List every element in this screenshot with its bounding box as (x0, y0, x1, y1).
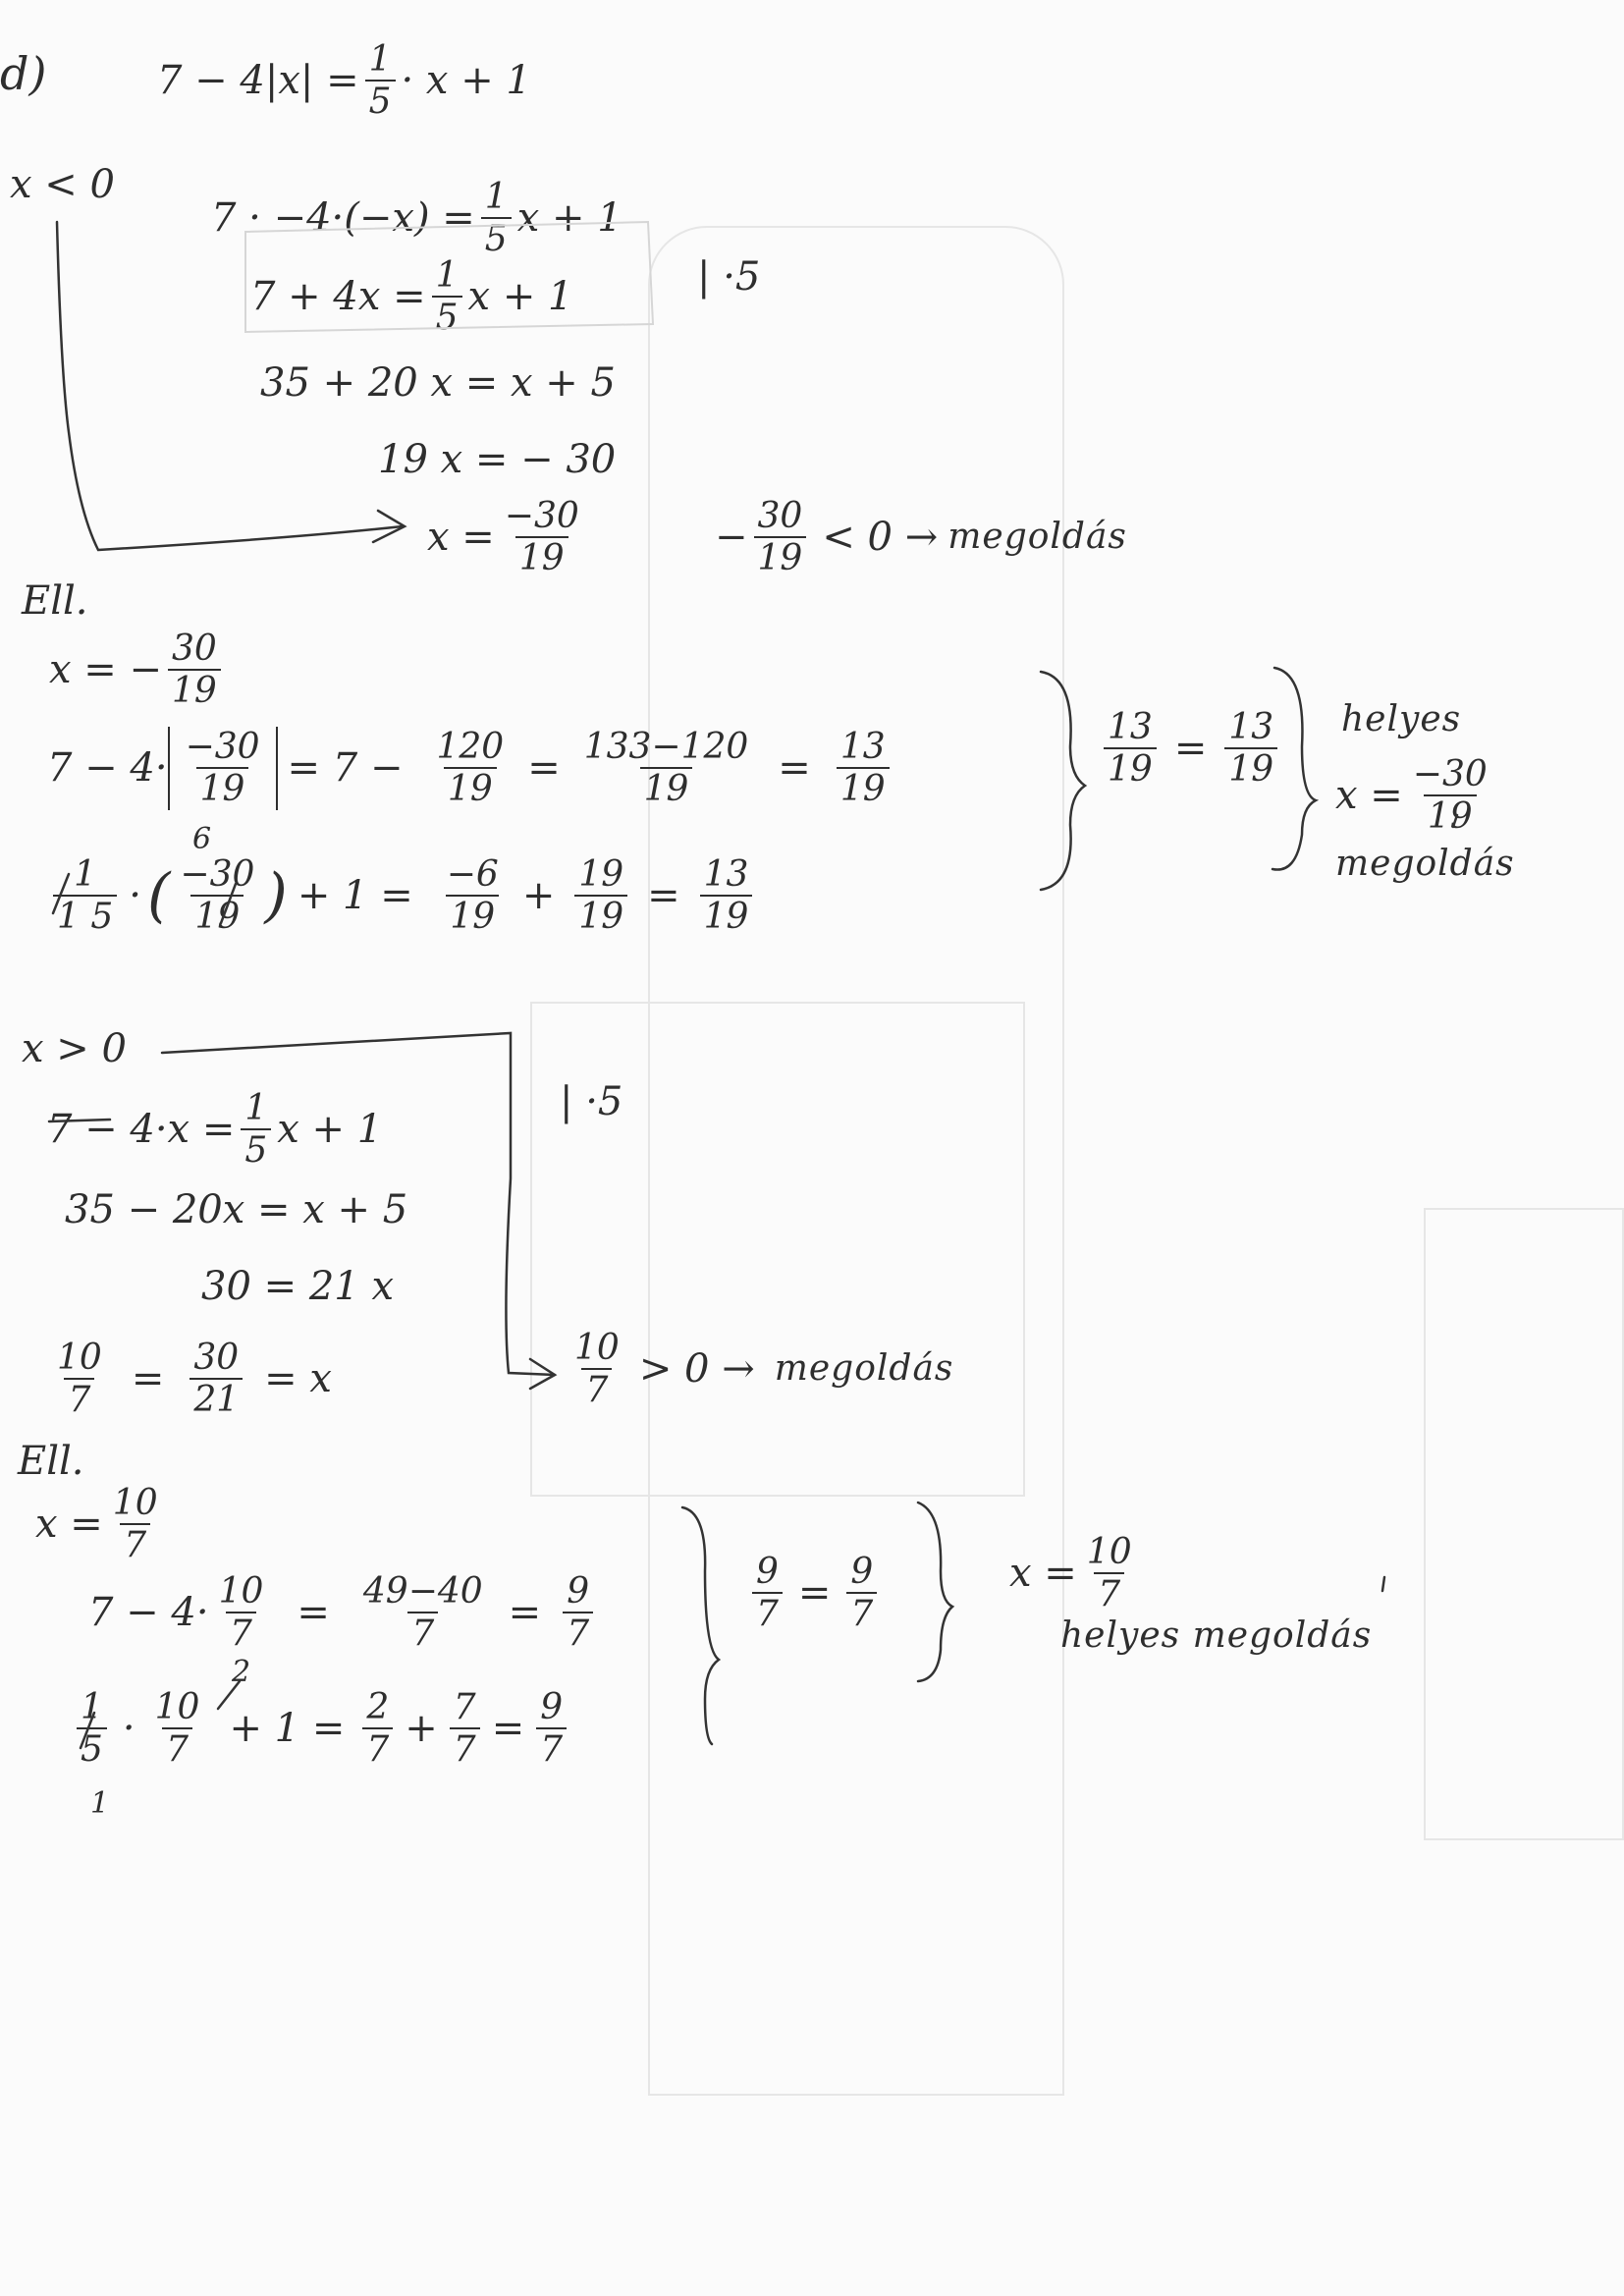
fraction-numerator: 9 (756, 1552, 779, 1592)
equals-sign: = (131, 1356, 165, 1402)
check-neg-r2-rest: + 1 = (297, 873, 413, 919)
case-neg-work-box (245, 222, 653, 332)
fraction-numerator: 9 (540, 1687, 564, 1727)
dot-operator: · (122, 1706, 135, 1752)
pos-conclusion-word: megoldás (774, 1348, 954, 1390)
fraction-numerator: 49−40 (362, 1571, 483, 1612)
case-pos-multiply-note: | ·5 (560, 1079, 623, 1124)
fraction-denominator: 5 (365, 80, 396, 122)
fraction-denominator: 19 (1224, 747, 1277, 790)
check-neg-brace-2 (1272, 668, 1316, 870)
pos-l1-rhs: x + 1 (277, 1107, 383, 1153)
check-neg-brace-1 (1041, 672, 1085, 890)
check-pos-r1-a: 7 − 4· (88, 1590, 209, 1636)
fraction-denominator: 7 (407, 1612, 438, 1654)
fraction-numerator: 9 (567, 1571, 590, 1612)
fraction-denominator: 19 (515, 536, 568, 578)
neg-conclusion-word: megoldás (947, 517, 1127, 558)
check-pos-brace-1 (682, 1507, 719, 1744)
fraction-numerator: 30 (757, 496, 803, 536)
part-label: d) (0, 47, 47, 100)
cancel-stroke (218, 1681, 240, 1709)
fraction-numerator: 19 (578, 854, 624, 895)
fraction-denominator: 19 (446, 895, 499, 937)
equals-sign: = (647, 873, 680, 919)
fraction-numerator: 1 (368, 39, 392, 80)
neg-l1-rhs: x + 1 (516, 195, 623, 242)
main-eq-lhs: 7 − 4|x| = (157, 58, 359, 104)
neg-conclusion-rest: < 0 → (822, 515, 939, 561)
neg-conclusion-sign: − (715, 515, 748, 561)
fraction-numerator: −30 (185, 727, 260, 767)
fraction-denominator: 7 (362, 1727, 393, 1770)
check-neg-label: Ell. (22, 578, 88, 624)
equals-sign: = (1173, 726, 1208, 772)
fraction-numerator: 1 (81, 1687, 103, 1727)
fraction-denominator: 19 (190, 895, 244, 937)
fraction-denominator: 19 (1104, 747, 1157, 790)
fraction-denominator: 5 (77, 1727, 107, 1770)
fraction-numerator: 13 (1228, 707, 1274, 747)
check-neg-x-lhs: x = − (49, 647, 163, 693)
fraction-denominator: 19 (444, 767, 497, 809)
neg-l1-lhs: 7 · −4·(−x) = (211, 195, 475, 242)
fraction-numerator: 10 (154, 1687, 200, 1727)
fraction-denominator: 7 (162, 1727, 192, 1770)
fraction-numerator: 13 (1108, 707, 1153, 747)
case-pos-condition: x > 0 (22, 1026, 127, 1071)
case-neg-condition: x < 0 (10, 162, 115, 207)
cancel-stroke (221, 884, 236, 923)
fraction-denominator: 5 (241, 1128, 271, 1171)
cancel-stroke (49, 1120, 110, 1121)
fraction-numerator: 10 (112, 1483, 158, 1523)
equals-sign: = (527, 745, 561, 792)
fraction-numerator: 10 (218, 1571, 264, 1612)
case-pos-line-2: 35 − 20x = x + 5 (65, 1187, 408, 1232)
plus-sign: + (405, 1706, 438, 1752)
main-eq-rhs: · x + 1 (401, 58, 531, 104)
fraction-numerator: −30 (180, 854, 255, 895)
check-pos-r1-eq: = (297, 1590, 330, 1636)
fraction-denominator: 1 5 (53, 895, 117, 937)
check-pos-brace-2 (918, 1503, 952, 1681)
check-neg-result-word-2: megoldás (1335, 844, 1515, 884)
fraction-numerator: −6 (446, 854, 499, 895)
fraction-denominator: 7 (846, 1592, 877, 1634)
fraction-numerator: −30 (1412, 754, 1488, 794)
fraction-denominator: 5 (481, 217, 512, 259)
case-neg-multiply-note: | ·5 (697, 254, 761, 300)
plus-sign: + (521, 873, 556, 919)
neg-l2-lhs: 7 + 4x = (250, 274, 426, 320)
fraction-denominator: 19 (196, 767, 249, 809)
check-pos-cancel-sub: 1 (90, 1786, 110, 1821)
case-pos-bracket (162, 1033, 555, 1375)
fraction-numerator: 10 (57, 1338, 102, 1378)
fraction-denominator: 7 (581, 1368, 612, 1410)
fraction-numerator: 13 (839, 727, 886, 767)
case-neg-line-3: 35 + 20 x = x + 5 (260, 360, 616, 406)
check-neg-result-word-1: helyes (1341, 699, 1462, 739)
fraction-numerator: 2 (366, 1687, 390, 1727)
fraction-numerator: 10 (1086, 1532, 1132, 1572)
case-pos-line-3: 30 = 21 x (201, 1264, 395, 1309)
check-neg-r1-eq1: = 7 − (287, 745, 404, 792)
fraction-denominator: 7 (120, 1523, 150, 1565)
equals-sign: = (778, 745, 811, 792)
equals-sign: = (508, 1590, 542, 1636)
fraction-numerator: 1 (435, 255, 459, 296)
fraction-denominator: 19 (640, 767, 693, 809)
neg-l5-lhs: x = (427, 515, 495, 561)
fraction-denominator: 19 (837, 767, 890, 809)
fraction-numerator: 1 (484, 177, 508, 217)
fraction-numerator: 30 (193, 1338, 240, 1378)
fraction-denominator: 7 (64, 1378, 94, 1420)
fraction-denominator: 7 (450, 1727, 480, 1770)
cancel-stroke (53, 874, 69, 913)
open-paren: ( (146, 861, 171, 931)
fraction-numerator: 10 (574, 1328, 620, 1368)
fraction-denominator: 5 (432, 296, 462, 338)
fraction-numerator: 13 (703, 854, 749, 895)
equals-sign: = (797, 1570, 832, 1616)
case-neg-bracket-arrow (57, 222, 403, 550)
fraction-numerator: 9 (850, 1552, 874, 1592)
fraction-denominator: 7 (536, 1727, 567, 1770)
close-paren: ) (264, 861, 288, 931)
check-pos-r2-rest: + 1 = (229, 1706, 346, 1752)
fraction-denominator: 19 (574, 895, 627, 937)
fraction-denominator: 7 (226, 1612, 256, 1654)
fraction-denominator: 19 (168, 669, 221, 711)
case-neg-line-4: 19 x = − 30 (378, 437, 617, 482)
check-pos-result-lhs: x = (1009, 1551, 1077, 1597)
fraction-numerator: −30 (504, 496, 579, 536)
fraction-denominator: 19 (700, 895, 753, 937)
accent-mark (1453, 815, 1457, 827)
fraction-numerator: 1 (244, 1088, 268, 1128)
accent-mark (1382, 1577, 1384, 1591)
fraction-numerator: 7 (453, 1687, 476, 1727)
check-neg-r1-a: 7 − 4· (47, 745, 168, 792)
fraction-numerator: 30 (172, 629, 217, 669)
check-pos-result-words: helyes megoldás (1060, 1615, 1373, 1656)
equals-sign: = (491, 1706, 525, 1752)
neg-l2-rhs: x + 1 (467, 274, 573, 320)
pos-l4-rest: = x (264, 1356, 332, 1402)
check-pos-cancel-sup: 2 (232, 1655, 251, 1689)
fraction-denominator: 7 (563, 1612, 593, 1654)
fraction-denominator: 7 (1094, 1572, 1124, 1614)
fraction-numerator: 1 (74, 854, 97, 895)
fraction-denominator: 7 (752, 1592, 783, 1634)
check-neg-cancel-sup: 6 (192, 822, 212, 856)
fraction-denominator: 19 (754, 536, 807, 578)
fraction-numerator: 120 (436, 727, 505, 767)
cancel-stroke (81, 1713, 94, 1748)
fraction-denominator: 19 (1424, 794, 1477, 837)
pos-l1-lhs: 7 − 4·x = (47, 1107, 236, 1153)
pos-conclusion-rest: > 0 → (638, 1346, 755, 1393)
check-pos-label: Ell. (18, 1439, 84, 1484)
check-pos-x-lhs: x = (35, 1502, 103, 1548)
check-neg-result-lhs: x = (1335, 773, 1403, 819)
fraction-numerator: 133−120 (583, 727, 749, 767)
dot-operator: · (129, 873, 141, 919)
fraction-denominator: 21 (189, 1378, 243, 1420)
